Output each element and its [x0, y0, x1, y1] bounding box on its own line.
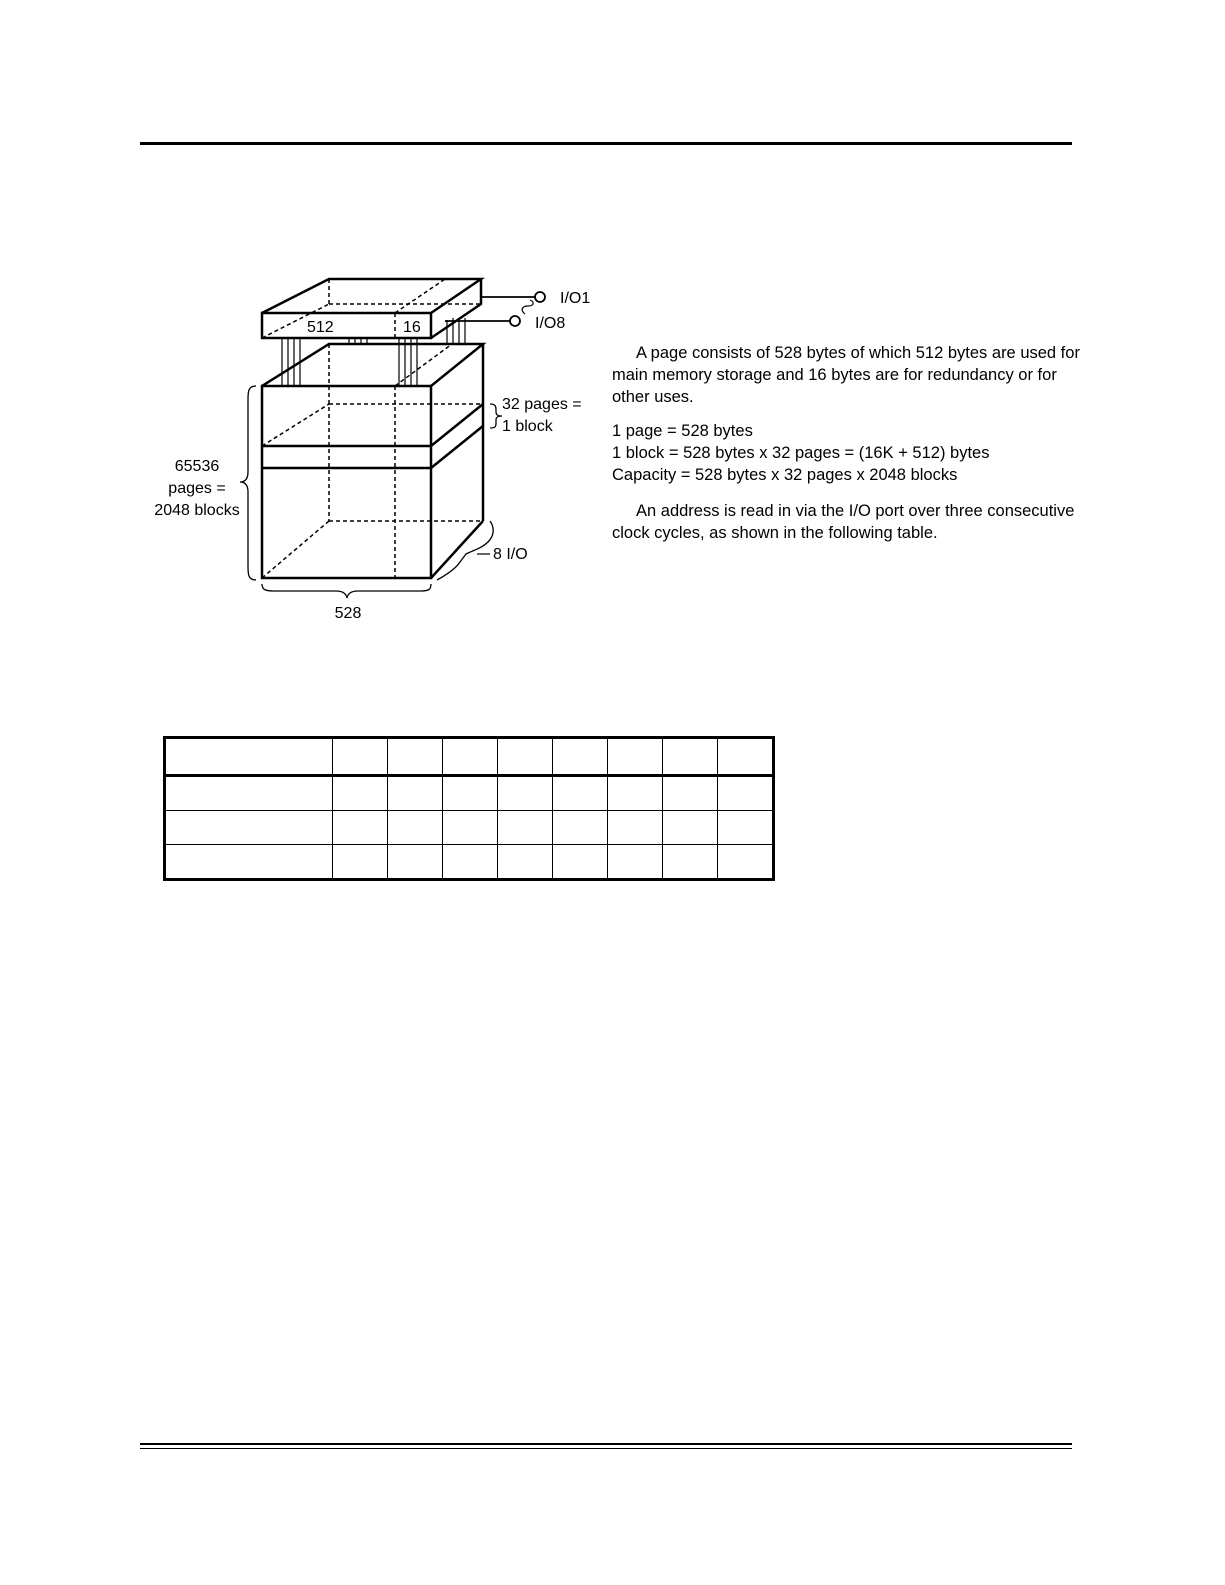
table-cell	[443, 811, 498, 845]
table-cell	[718, 776, 774, 811]
address-description: An address is read in via the I/O port over three consecutive clock cycles, as shown in the following table.	[612, 502, 1075, 542]
table-cell	[608, 845, 663, 880]
io-pins	[445, 292, 545, 326]
address-cycle-table	[163, 736, 775, 881]
table-row	[165, 845, 774, 880]
table-cell	[663, 776, 718, 811]
total-pages-line1: 65536	[174, 458, 220, 475]
table-cell	[498, 845, 553, 880]
table-cell	[443, 776, 498, 811]
table-cell	[498, 738, 553, 776]
block-size-equation: 1 block = 528 bytes x 32 pages = (16K + 512) bytes	[612, 444, 990, 462]
table-cell	[663, 738, 718, 776]
table-cell	[663, 845, 718, 880]
io8-label: I/O8	[535, 315, 566, 332]
table-cell	[333, 738, 388, 776]
page-register	[262, 279, 481, 338]
page-size-equation: 1 page = 528 bytes	[612, 422, 753, 440]
footer-rule	[140, 1443, 1072, 1445]
table-cell	[165, 811, 333, 845]
table-cell	[333, 776, 388, 811]
table-cell	[333, 811, 388, 845]
table-cell	[498, 776, 553, 811]
table-row	[165, 811, 774, 845]
table-cell	[333, 845, 388, 880]
table-cell	[553, 845, 608, 880]
block-label-line2: 1 block	[502, 418, 553, 435]
footer-rule-thin	[140, 1448, 1072, 1449]
table-cell	[498, 811, 553, 845]
table-cell	[553, 776, 608, 811]
page-width-label: 528	[334, 605, 362, 622]
page-description: A page consists of 528 bytes of which 512 bytes are used for main memory storage and 16 bytes are for redundancy or for other uses.	[612, 344, 1080, 406]
total-pages-line3: 2048 blocks	[154, 502, 240, 519]
main-area-label: 512	[307, 319, 334, 336]
capacity-equation: Capacity = 528 bytes x 32 pages x 2048 blocks	[612, 466, 958, 484]
dimension-braces	[240, 386, 502, 598]
table-cell	[718, 845, 774, 880]
spare-area-label: 16	[403, 319, 421, 336]
table-cell	[443, 845, 498, 880]
io-width-label: 8 I/O	[493, 546, 528, 563]
table-row	[165, 776, 774, 811]
table-cell	[718, 738, 774, 776]
table-cell	[608, 738, 663, 776]
table-cell	[553, 811, 608, 845]
cell-array	[262, 344, 483, 578]
organization-description	[612, 342, 1082, 544]
table-cell	[165, 845, 333, 880]
table-cell	[388, 738, 443, 776]
table-cell	[718, 811, 774, 845]
block-label-line1: 32 pages =	[502, 396, 582, 413]
table-cell	[663, 811, 718, 845]
memory-organization-diagram	[0, 0, 620, 640]
table-cell	[608, 811, 663, 845]
table-cell	[443, 738, 498, 776]
table-cell	[165, 738, 333, 776]
table-cell	[608, 776, 663, 811]
table-header-row	[165, 738, 774, 776]
io1-pin-icon	[535, 292, 545, 302]
table-cell	[388, 845, 443, 880]
table-cell	[388, 776, 443, 811]
io1-label: I/O1	[560, 290, 591, 307]
total-pages-line2: pages =	[168, 480, 226, 497]
table-cell	[165, 776, 333, 811]
table-cell	[553, 738, 608, 776]
io8-pin-icon	[510, 316, 520, 326]
table-cell	[388, 811, 443, 845]
